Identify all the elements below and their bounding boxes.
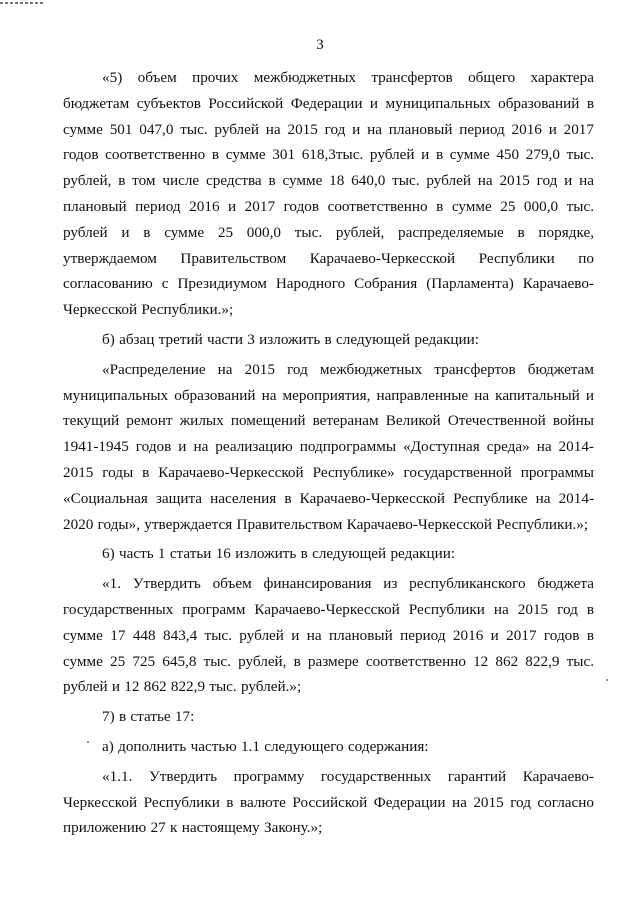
paragraph-amendment-a: а) дополнить частью 1.1 следующего содержания:: [102, 737, 429, 755]
paragraph-article-17: 7) в статье 17:: [102, 708, 195, 726]
paragraph-state-guarantees: «1.1. Утвердить программу государственных гарантий Карачаево-Черкесской Республики в валюте Российской Федерации на 2015 год согласно приложению 27 к настоящему Закону.»;: [63, 767, 594, 837]
scan-speck: [606, 679, 608, 681]
document-body: [63, 65, 594, 845]
page-number: 3: [316, 37, 324, 53]
scan-edge-mark: [0, 2, 44, 4]
paragraph-amendment-b: б) абзац третий части 3 изложить в следующей редакции:: [102, 330, 479, 348]
scan-speck: [87, 741, 89, 743]
paragraph-item-5-transfers: «5) объем прочих межбюджетных трансфертов общего характера бюджетам субъектов Российской Федерации и муниципальных образований в сумме 501 047,0 тыс. рублей на 2015 год и на плановый период 2016 и 2017 годов соответственно в сумме 301 618,3тыс. рублей и в сумме 450 279,0 тыс. рублей, в том числе средства в сумме 18 640,0 тыс. рублей на 2015 год и на плановый период 2016 и 2017 годов соответственно в сумме 25 000,0 тыс. рублей и в сумме 25 000,0 тыс. рублей, распределяемые в порядке, утверждаемом Правительством Карачаево-Черкесской Республики по согласованию с Президиумом Народного Собрания (Парламента) Карачаево-Черкесской Республики.»;: [63, 69, 594, 319]
paragraph-amendment-6: 6) часть 1 статьи 16 изложить в следующей редакции:: [102, 545, 456, 563]
paragraph-distribution-2015: «Распределение на 2015 год межбюджетных трансфертов бюджетам муниципальных образований на мероприятия, направленные на капитальный и текущий ремонт жилых помещений ветеранам Великой Отечественной войны 1941-1945 годов и на реализацию подпрограммы «Доступная среда» на 2014-2015 годы в Карачаево-Черкесской Республике» государственной программы «Социальная защита населения в Карачаево-Черкесской Республике на 2014-2020 годы», утверждается Правительством Карачаево-Черкесской Республики.»;: [63, 360, 594, 533]
paragraph-financing-programs: «1. Утвердить объем финансирования из республиканского бюджета государственных программ Карачаево-Черкесской Республики на 2015 год в сумме 17 448 843,4 тыс. рублей и на плановый период 2016 и 2017 годов в сумме 25 725 645,8 тыс. рублей, в размере соответственно 12 862 822,9 тыс. рублей и 12 862 822,9 тыс. рублей.»;: [63, 575, 594, 696]
